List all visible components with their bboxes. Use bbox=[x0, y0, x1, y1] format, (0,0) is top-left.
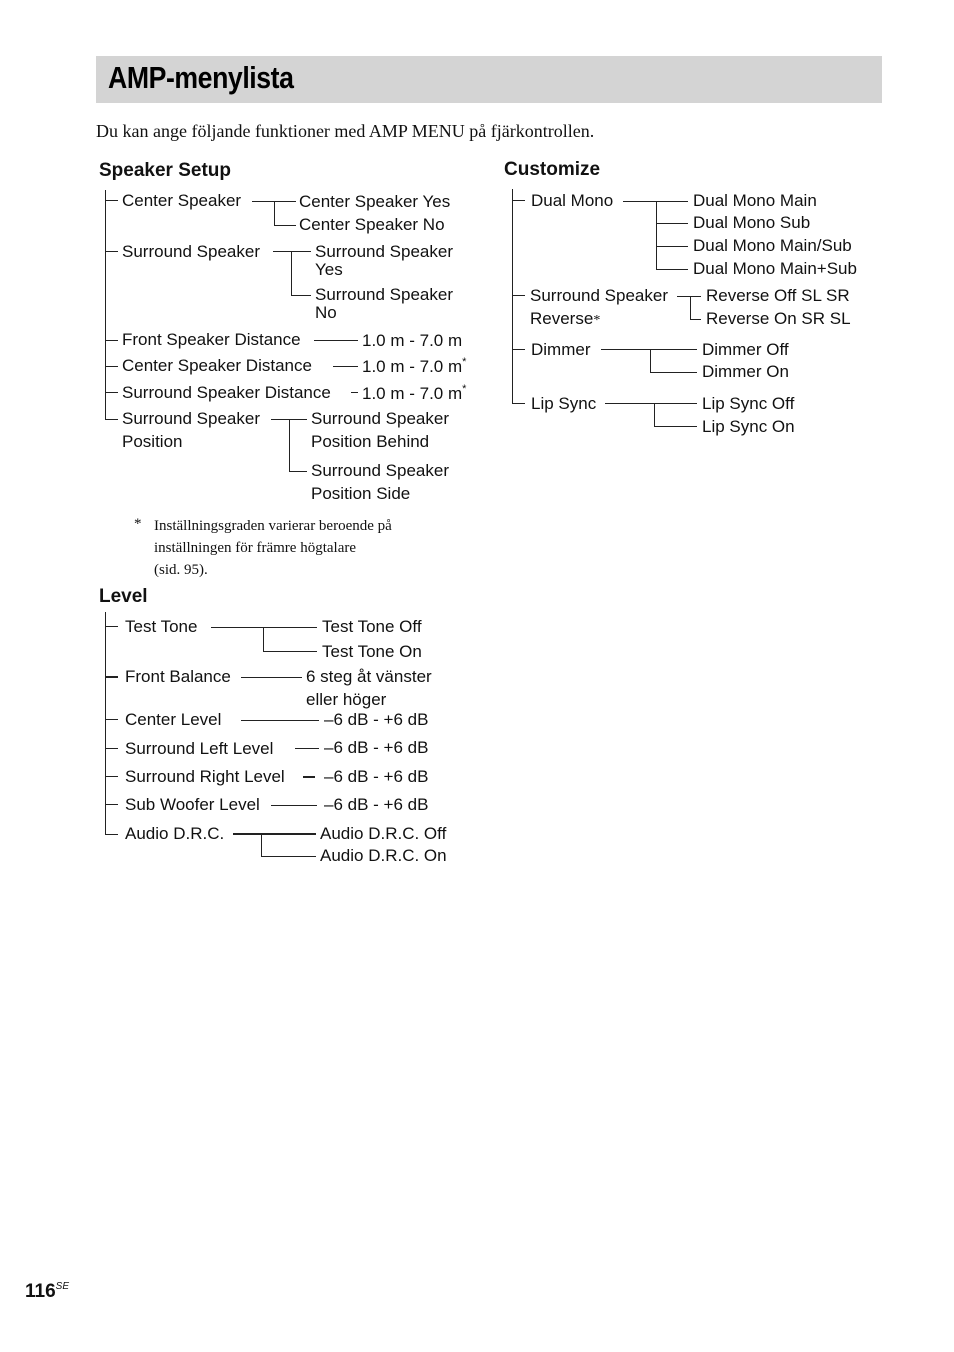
speaker-setup-heading: Speaker Setup bbox=[99, 160, 231, 181]
connector bbox=[273, 251, 311, 252]
dimmer-on: Dimmer On bbox=[702, 362, 789, 381]
dual-mono-main: Dual Mono Main bbox=[693, 191, 817, 210]
surround-speaker-distance-value bbox=[362, 382, 466, 405]
branch-tick bbox=[105, 804, 118, 805]
reverse-off: Reverse Off SL SR bbox=[706, 286, 850, 305]
branch-tick bbox=[105, 251, 118, 252]
connector bbox=[601, 349, 697, 350]
connector bbox=[261, 856, 316, 857]
center-speaker-no: Center Speaker No bbox=[299, 215, 445, 234]
connector bbox=[333, 366, 358, 367]
surround-speaker-label: Surround Speaker bbox=[122, 242, 260, 261]
customize-trunk bbox=[512, 189, 513, 403]
speaker-setup-trunk bbox=[105, 190, 106, 420]
surround-left-level-label: Surround Left Level bbox=[125, 739, 274, 758]
test-tone-label: Test Tone bbox=[125, 617, 198, 636]
connector bbox=[650, 349, 651, 372]
sub-woofer-level-label: Sub Woofer Level bbox=[125, 795, 260, 814]
surround-speaker-position-line2: Position bbox=[122, 432, 183, 451]
connector bbox=[654, 403, 655, 426]
intro-text: Du kan ange följande funktioner med AMP MENU på fjärkontrollen. bbox=[96, 121, 595, 141]
branch-tick bbox=[105, 419, 118, 420]
connector bbox=[274, 201, 275, 225]
branch-tick bbox=[512, 349, 525, 350]
branch-tick bbox=[105, 626, 118, 627]
connector bbox=[263, 627, 264, 651]
surround-right-level-value: –6 dB - +6 dB bbox=[324, 767, 429, 786]
center-speaker-distance-value bbox=[362, 355, 466, 378]
branch-tick bbox=[105, 392, 118, 393]
connector bbox=[295, 748, 319, 749]
page-number-value: 116 bbox=[25, 1281, 56, 1302]
test-tone-off: Test Tone Off bbox=[322, 617, 422, 636]
connector bbox=[690, 319, 701, 320]
surround-right-level-label: Surround Right Level bbox=[125, 767, 285, 786]
connector bbox=[650, 372, 697, 373]
connector bbox=[241, 677, 302, 678]
dimmer-off: Dimmer Off bbox=[702, 340, 789, 359]
branch-tick bbox=[105, 776, 118, 777]
surround-speaker-no-line2: No bbox=[315, 303, 337, 322]
footnote-mark: * bbox=[462, 383, 467, 395]
center-distance-range: 1.0 m - 7.0 m bbox=[362, 357, 463, 376]
connector bbox=[261, 834, 262, 856]
sub-woofer-level-value: –6 dB - +6 dB bbox=[324, 795, 429, 814]
page-number-suffix: SE bbox=[55, 1281, 69, 1292]
branch-tick bbox=[512, 200, 525, 201]
center-speaker-distance-label: Center Speaker Distance bbox=[122, 356, 312, 375]
connector bbox=[654, 426, 697, 427]
connector bbox=[677, 296, 701, 297]
connector bbox=[271, 805, 317, 806]
surround-reverse-line1: Surround Speaker bbox=[530, 286, 668, 305]
page-title: AMP-menylista bbox=[108, 60, 294, 95]
connector bbox=[274, 225, 296, 226]
front-speaker-distance-label: Front Speaker Distance bbox=[122, 330, 301, 349]
surround-reverse-line2 bbox=[530, 307, 600, 332]
front-balance-label: Front Balance bbox=[125, 667, 231, 686]
branch-tick bbox=[105, 366, 118, 367]
surround-speaker-no-line1: Surround Speaker bbox=[315, 285, 453, 304]
reverse-on: Reverse On SR SL bbox=[706, 309, 851, 328]
connector bbox=[291, 295, 311, 296]
dual-mono-label: Dual Mono bbox=[531, 191, 614, 210]
connector bbox=[605, 403, 697, 404]
connector bbox=[351, 392, 358, 393]
dual-mono-sub: Dual Mono Sub bbox=[693, 213, 811, 232]
audio-drc-off: Audio D.R.C. Off bbox=[320, 824, 447, 843]
connector bbox=[314, 340, 358, 341]
footnote-line1: Inställningsgraden varierar beroende på bbox=[154, 518, 392, 534]
connector bbox=[241, 720, 319, 721]
audio-drc-on: Audio D.R.C. On bbox=[320, 846, 447, 865]
branch-tick bbox=[105, 719, 118, 720]
level-trunk bbox=[105, 612, 106, 834]
connector bbox=[289, 419, 290, 471]
lip-sync-off: Lip Sync Off bbox=[702, 394, 795, 413]
connector bbox=[291, 251, 292, 295]
footnote-star: * bbox=[134, 516, 142, 532]
footnote-line3: (sid. 95). bbox=[154, 562, 208, 578]
surround-distance-range: 1.0 m - 7.0 m bbox=[362, 384, 463, 403]
position-behind-line1: Surround Speaker bbox=[311, 409, 449, 428]
position-behind-line2: Position Behind bbox=[311, 432, 430, 451]
test-tone-on: Test Tone On bbox=[322, 642, 422, 661]
connector bbox=[656, 223, 688, 224]
reverse-word: Reverse bbox=[530, 309, 594, 328]
branch-tick bbox=[512, 403, 525, 404]
title-bar bbox=[96, 56, 882, 103]
connector bbox=[303, 776, 315, 778]
connector bbox=[263, 651, 317, 652]
connector bbox=[690, 296, 691, 319]
footnote-line2: inställningen för främre högtalare bbox=[154, 540, 357, 556]
footnote-mark: * bbox=[462, 356, 467, 368]
branch-tick bbox=[512, 295, 525, 296]
position-side-line1: Surround Speaker bbox=[311, 461, 449, 480]
branch-tick bbox=[105, 200, 118, 201]
audio-drc-label: Audio D.R.C. bbox=[125, 824, 225, 843]
branch-tick bbox=[105, 834, 118, 835]
connector bbox=[656, 246, 688, 247]
connector bbox=[656, 201, 657, 269]
surround-speaker-position-line1: Surround Speaker bbox=[122, 409, 260, 428]
connector bbox=[233, 833, 316, 835]
level-heading: Level bbox=[99, 586, 148, 607]
center-level-label: Center Level bbox=[125, 710, 222, 729]
branch-tick bbox=[105, 676, 118, 678]
lip-sync-label: Lip Sync bbox=[531, 394, 597, 413]
surround-speaker-yes-line2: Yes bbox=[315, 260, 343, 279]
dual-mono-main-sub: Dual Mono Main/Sub bbox=[693, 236, 852, 255]
dimmer-label: Dimmer bbox=[531, 340, 591, 359]
center-speaker-label: Center Speaker bbox=[122, 191, 242, 210]
branch-tick bbox=[105, 340, 118, 341]
footnote-mark: * bbox=[593, 313, 601, 328]
center-level-value: –6 dB - +6 dB bbox=[324, 710, 429, 729]
front-balance-value-line2: eller höger bbox=[306, 690, 387, 709]
branch-tick bbox=[105, 748, 118, 749]
dual-mono-main-plus-sub: Dual Mono Main+Sub bbox=[693, 259, 857, 278]
connector bbox=[289, 471, 307, 472]
connector bbox=[656, 269, 688, 270]
center-speaker-yes: Center Speaker Yes bbox=[299, 192, 451, 211]
front-balance-value-line1: 6 steg åt vänster bbox=[306, 667, 432, 686]
surround-speaker-yes-line1: Surround Speaker bbox=[315, 242, 453, 261]
lip-sync-on: Lip Sync On bbox=[702, 417, 795, 436]
customize-heading: Customize bbox=[504, 159, 601, 180]
connector bbox=[211, 627, 317, 628]
surround-left-level-value: –6 dB - +6 dB bbox=[324, 738, 429, 757]
front-speaker-distance-value: 1.0 m - 7.0 m bbox=[362, 331, 463, 350]
position-side-line2: Position Side bbox=[311, 484, 411, 503]
surround-speaker-distance-label: Surround Speaker Distance bbox=[122, 383, 331, 402]
page-number bbox=[25, 1281, 69, 1303]
